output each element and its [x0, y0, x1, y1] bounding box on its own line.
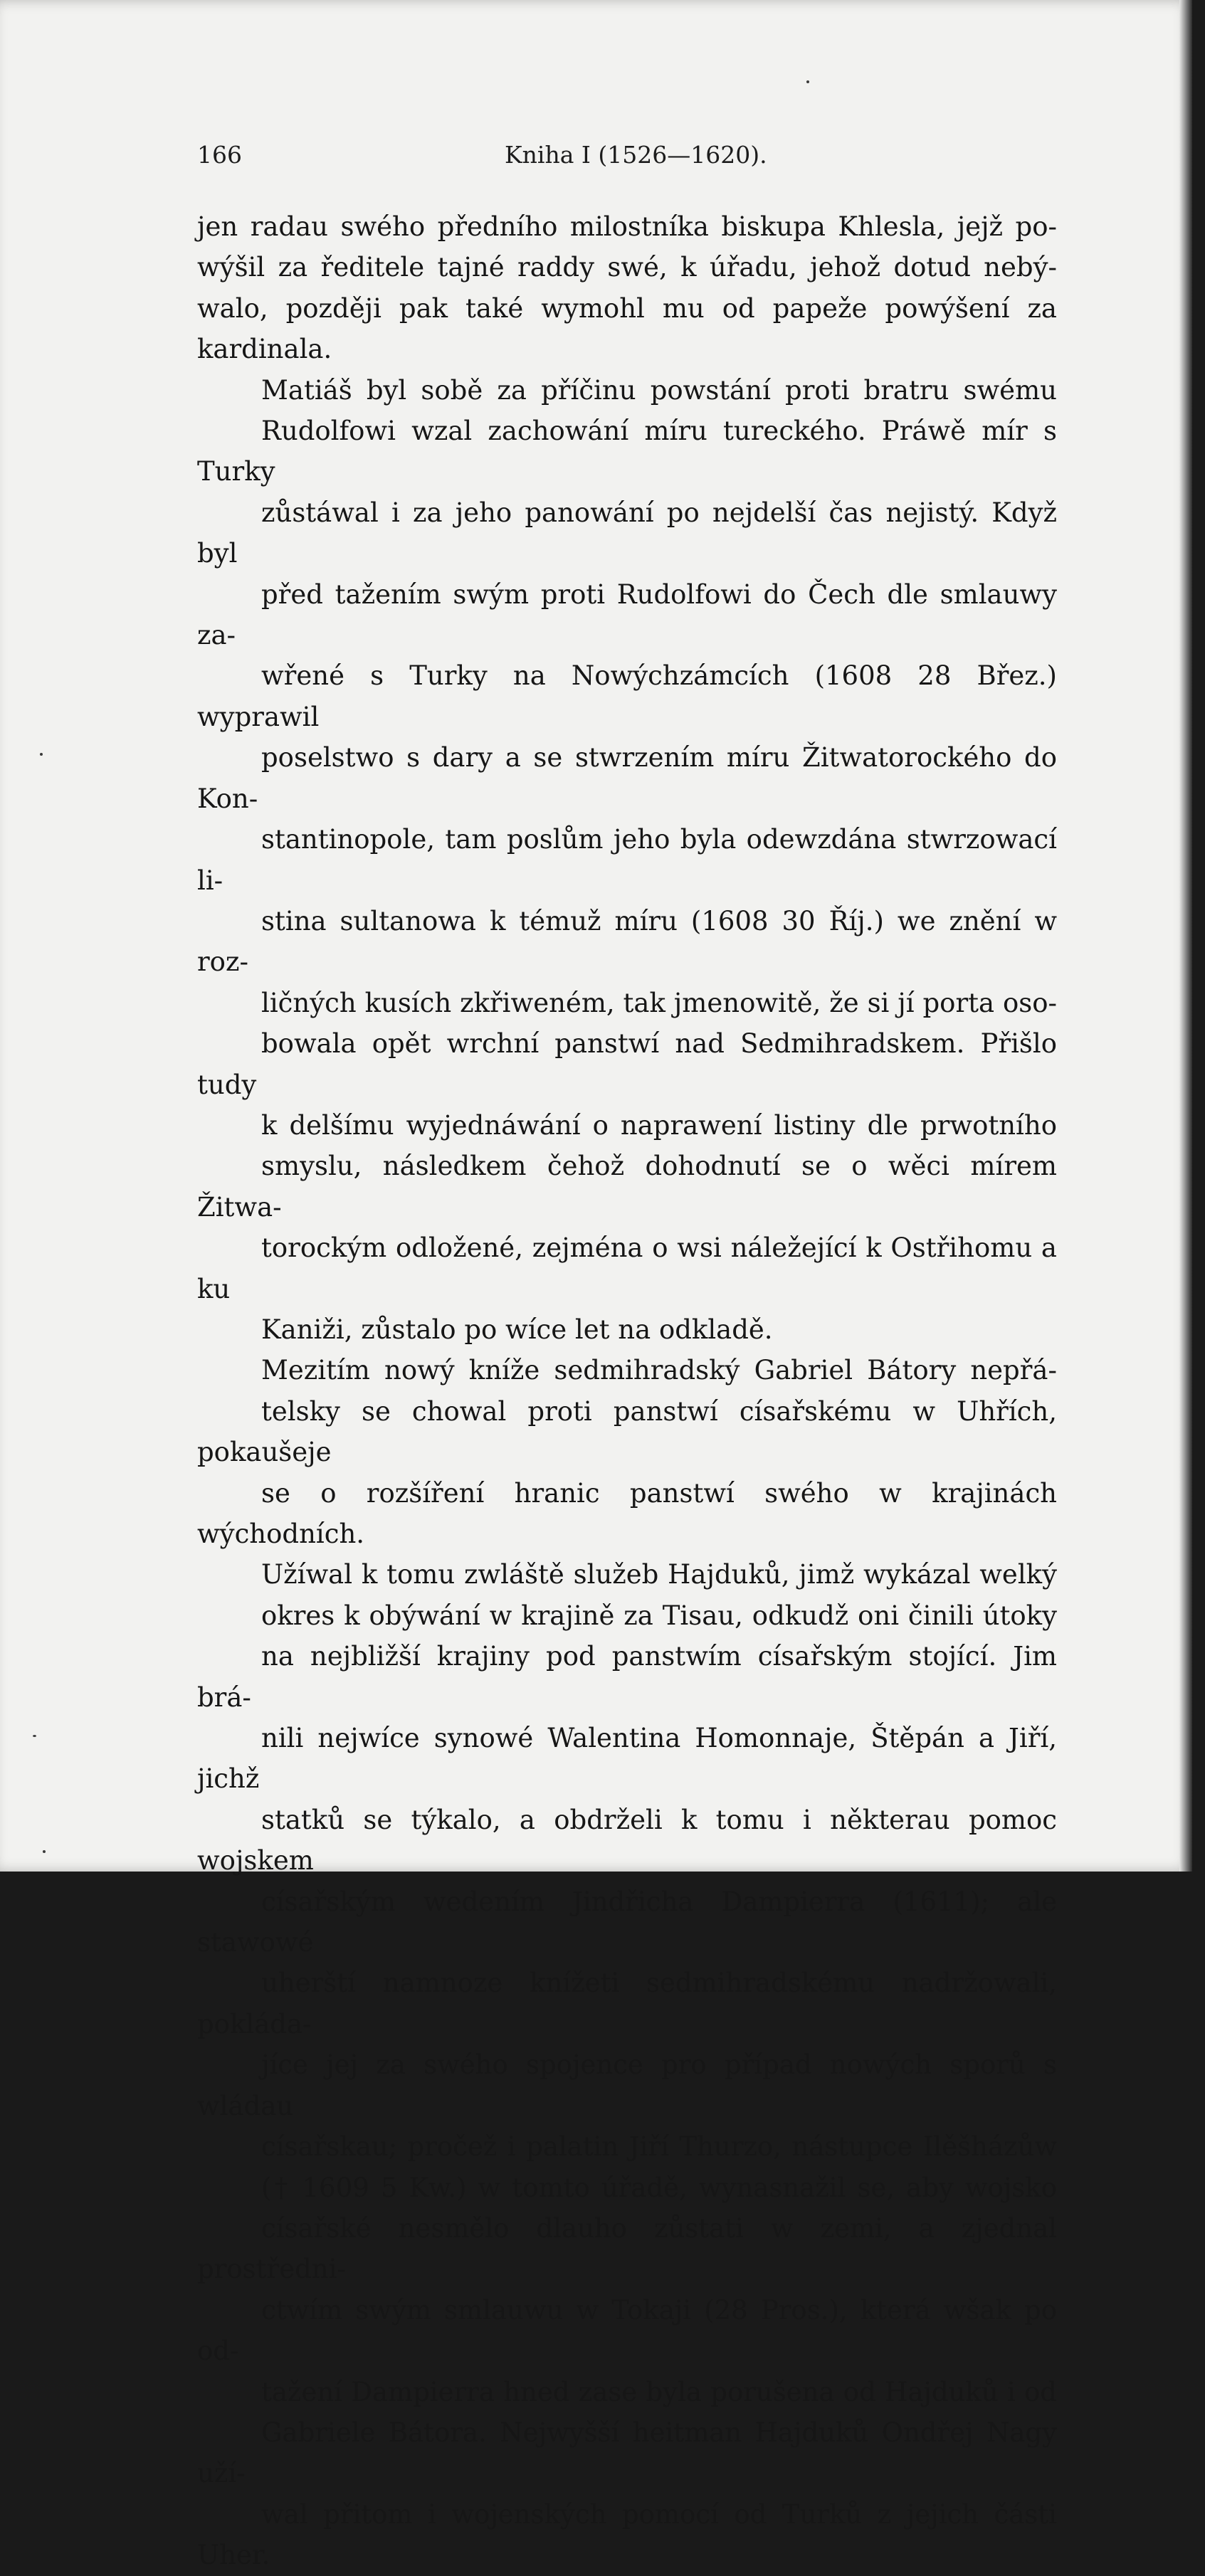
text-line: na nejbližší krajiny pod panstwím císařským stojící. Jim brá- [197, 1641, 1057, 1713]
text-line: wřené s Turky na Nowýchzámcích (1608 28 Břez.) wyprawil [197, 660, 1057, 732]
paper-speck [40, 753, 43, 756]
text-line: Gabriele Bátora. Nejwyšší heitman Hajduků Ondřej Nagy uží- [197, 2417, 1057, 2489]
running-title: Kniha I (1526—1620). [505, 141, 767, 169]
paper-speck [33, 1735, 36, 1737]
text-line: wýšil za ředitele tajné raddy swé, k úřadu, jehož dotud nebý- [197, 252, 1057, 283]
text-line: smyslu, následkem čehož dohodnutí se o wěci mírem Žitwa- [197, 1151, 1057, 1223]
text-line: Kaniži, zůstalo po wíce let na odkladě. [261, 1314, 773, 1345]
text-line: wal přitom i wojenských pomocí od Turků z jejich části Uher. [197, 2498, 1057, 2571]
text-line: Mezitím nowý kníže sedmihradský Gabriel Bátory nepřá- [261, 1355, 1057, 1386]
text-line: ličných kusích zkřiweném, tak jmenowitě, že si jí porta oso- [261, 987, 1057, 1018]
text-line: k delšímu wyjednáwání o naprawení listiny dle prwotního [261, 1109, 1057, 1141]
paragraph [197, 1350, 1057, 2575]
text-line: před tažením swým proti Rudolfowi do Čech dle smlauwy za- [197, 579, 1057, 651]
text-line: zůstáwal i za jeho panowání po nejdelší čas nejistý. Když byl [197, 497, 1057, 569]
paragraph [197, 370, 1057, 1351]
text-line: císařské nesmělo dlauho zůstati w zemi, a zjednal prostředni- [197, 2212, 1057, 2285]
text-line: Užíwal k tomu zwláště služeb Hajduků, jimž wykázal welký [261, 1559, 1057, 1590]
text-line: tažení Dampierra hned zase byla porušena od Hajduků i od [261, 2376, 1057, 2407]
text-line: kardinala. [197, 334, 332, 365]
text-line: († 1609 5 Kw.) w tomto úřadě, wynasnažil se, aby wojsko [261, 2172, 1057, 2203]
text-line: bowala opět wrchní panstwí nad Sedmihradskem. Přišlo tudy [197, 1028, 1057, 1100]
text-line: se o rozšíření hranic panstwí swého w krajinách wýchodních. [197, 1477, 1057, 1549]
text-line: okres k obýwání w krajině za Tisau, odkudž oni činili útoky [261, 1600, 1057, 1631]
page-edge-shadow [1179, 0, 1192, 1872]
text-line: torockým odložené, zejména o wsi náležející k Ostřihomu a ku [197, 1232, 1057, 1304]
text-line: telsky se chowal proti panstwí císařskému w Uhřích, pokaušeje [197, 1395, 1057, 1468]
text-line: jíce jej za swého spojence pro případ nowých sporů s wládau [197, 2049, 1057, 2121]
page-number: 166 [197, 141, 242, 169]
text-line: poselstwo s dary a se stwrzením míru Žitwatorockého do Kon- [197, 742, 1057, 814]
paragraph [197, 206, 1057, 370]
page-header [197, 141, 1065, 176]
paper-speck [43, 1850, 46, 1853]
text-line: nili nejwíce synowé Walentina Homonnaje, Štěpán a Jiří, jichž [197, 1723, 1057, 1795]
body-text [197, 206, 1057, 2576]
text-line: jen radau swého předního milostníka biskupa Khlesla, jejž po- [197, 211, 1057, 242]
text-line: statků se týkalo, a obdrželi k tomu i některau pomoc wojskem [197, 1804, 1057, 1876]
text-line: Matiáš byl sobě za příčinu powstání proti bratru swému [261, 374, 1057, 406]
text-line: stina sultanowa k témuž míru (1608 30 Říj.) we znění w roz- [197, 905, 1057, 978]
text-line: císařským wedením Jindřicha Dampierra (1611); ale stawowé [197, 1886, 1057, 1958]
text-line: walo, později pak také wymohl mu od papeže powýšení za [197, 292, 1057, 324]
text-line: Rudolfowi wzal zachowání míru tureckého. Práwě mír s Turky [197, 416, 1057, 487]
text-line: císařskau; pročež i palatin Jiří Thurzo, nástupce Ilěšházůw [261, 2131, 1057, 2163]
text-line: uherští namnoze knížeti sedmihradskému nadržowali, pokláda- [197, 1968, 1057, 2039]
text-line: ctwím swým smlauwu w Tokaji (28 Pros.), která wšak po od- [197, 2294, 1057, 2367]
text-line: stantinopole, tam poslům jeho byla odewzdána stwrzowací li- [197, 824, 1057, 896]
paper-speck [806, 80, 809, 83]
